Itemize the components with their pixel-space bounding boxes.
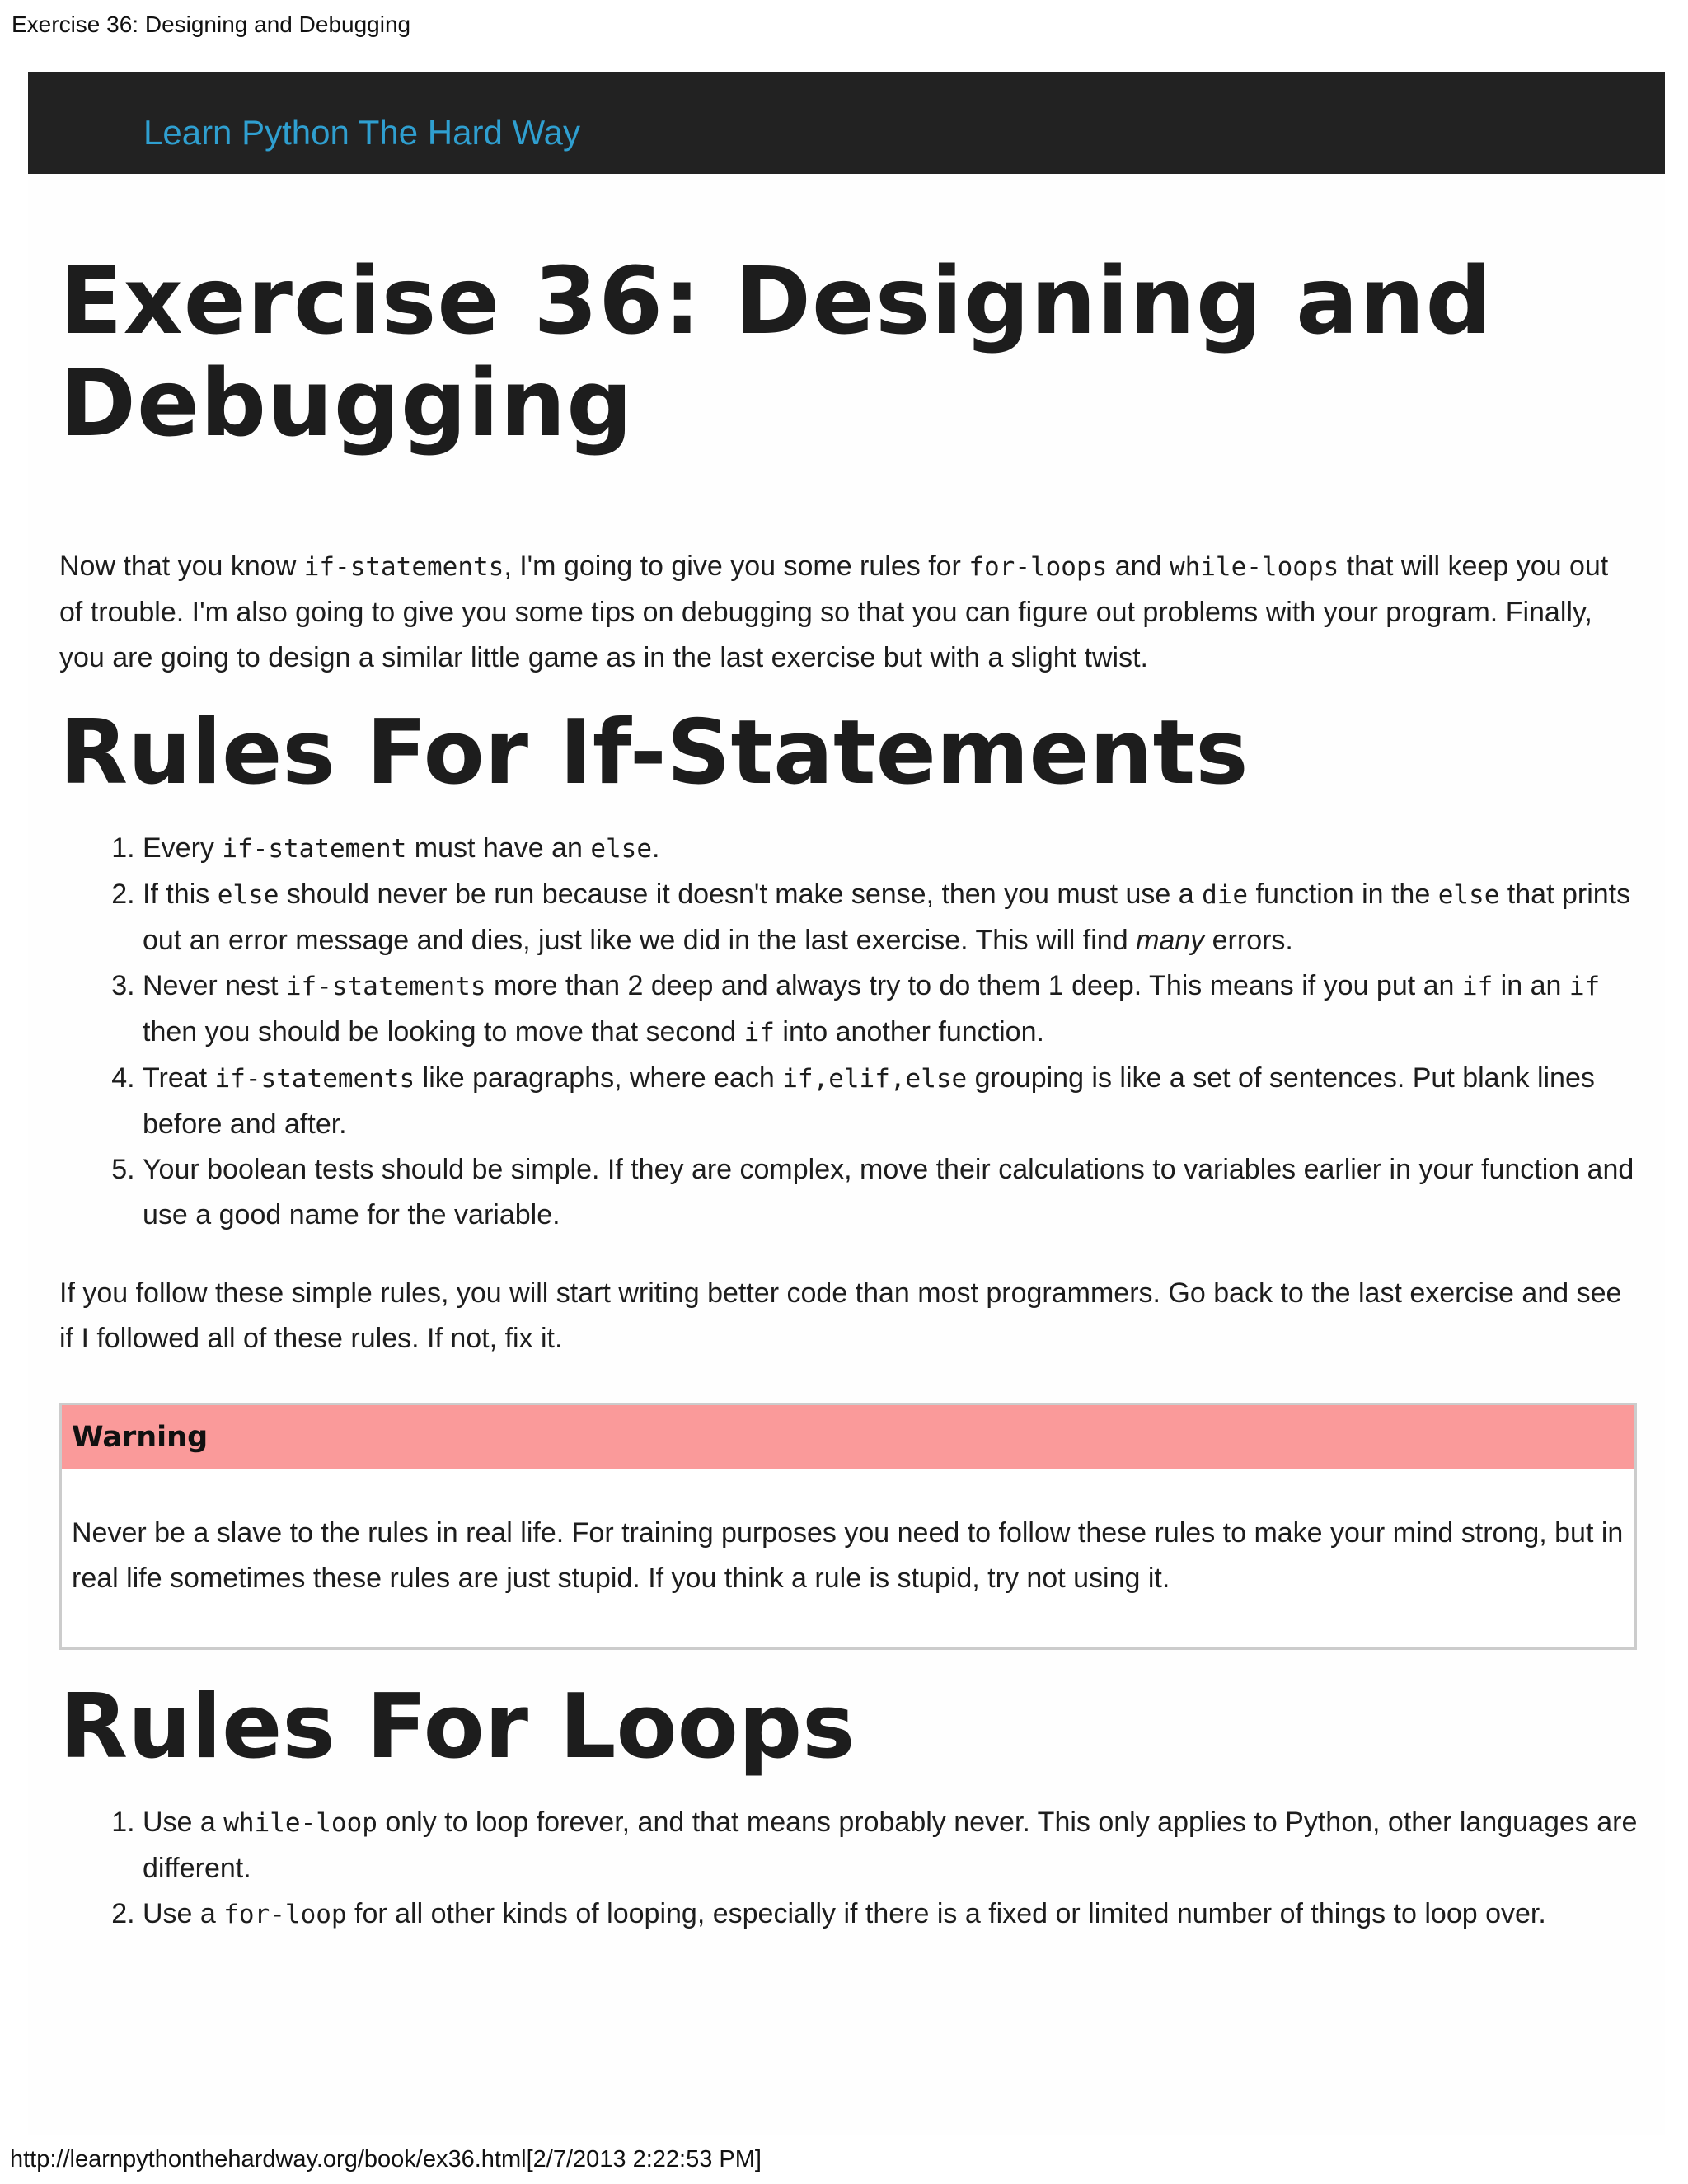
code-fragment: if-statement: [222, 834, 407, 864]
code-fragment: if: [1461, 972, 1493, 1001]
list-item: [143, 826, 1639, 872]
emphasis: many: [1136, 925, 1205, 956]
code-fragment: else: [1437, 880, 1500, 910]
list-item: [143, 1891, 1639, 1938]
section-heading-if-statements: Rules For If-Statements: [59, 701, 1249, 804]
text-fragment: Never nest: [143, 970, 286, 1001]
text-fragment: more than 2 deep and always try to do them 1 deep. This means if you put an: [485, 970, 1462, 1001]
code-fragment: while-loop: [223, 1808, 377, 1838]
code-fragment: else: [590, 834, 652, 864]
top-navbar: [28, 72, 1665, 174]
list-item: [143, 872, 1639, 963]
article: [59, 247, 1639, 1938]
list-item: [143, 1800, 1639, 1891]
print-page-title: Exercise 36: Designing and Debugging: [12, 12, 411, 37]
code-fragment: if-statements: [214, 1064, 415, 1094]
code-if-statements: if-statements: [303, 552, 504, 582]
warning-text: Never be a slave to the rules in real life. For training purposes you need to follow these rules to make your mind strong, but in real life sometimes these rules are just stupid. If you think a rule is stupid, try not using it.: [72, 1517, 1624, 1594]
text-fragment: grouping is like a set of sentences. Put blank lines before and after.: [143, 1062, 1595, 1140]
print-footer-url: http://learnpythonthehardway.org/book/ex36.html[2/7/2013 2:22:53 PM]: [10, 2146, 762, 2172]
warning-box: [59, 1403, 1637, 1650]
text-fragment: function in the: [1248, 879, 1438, 910]
code-fragment: if-statements: [285, 972, 486, 1001]
code-fragment: if: [743, 1018, 775, 1047]
list-item: [143, 963, 1639, 1056]
code-fragment: for-loop: [223, 1900, 347, 1929]
text-fragment: should never be run because it doesn't make sense, then you must use a: [279, 879, 1203, 910]
warning-title: Warning: [62, 1405, 1634, 1469]
text-fragment: in an: [1493, 970, 1569, 1001]
text-fragment: must have an: [406, 832, 591, 864]
section-heading-loops: Rules For Loops: [59, 1675, 856, 1779]
text-fragment: Every: [143, 832, 223, 864]
text-fragment: Now that you know: [59, 551, 304, 582]
code-while-loops: while-loops: [1169, 552, 1339, 582]
list-item: 5. Your boolean tests should be simple. If they are complex, move their calculations to variables earlier in your function and use a good name for the variable.: [143, 1147, 1639, 1238]
if-rules-list: [59, 826, 1639, 1238]
text-fragment: that will keep you out of trouble. I'm also going to give you some tips on debugging so that you can figure out problems with your program. Finally, you are going to design a similar little game as in the last exercise but with a slight twist.: [59, 551, 1609, 673]
text-fragment: then you should be looking to move that second: [143, 1016, 744, 1047]
text-fragment: Treat: [143, 1062, 215, 1094]
text-fragment: and: [1107, 551, 1170, 582]
code-fragment: else: [217, 880, 279, 910]
text-fragment: Use a: [143, 1807, 224, 1838]
rules-summary-paragraph: If you follow these simple rules, you will start writing better code than most programmers. Go back to the last exercise and see if I followed all of these rules. If not, fix it.: [59, 1277, 1622, 1354]
code-for-loops: for-loops: [968, 552, 1108, 582]
intro-paragraph: [59, 544, 1639, 681]
text-fragment: .: [652, 832, 660, 864]
list-item: [143, 1056, 1639, 1147]
text-fragment: like paragraphs, where each: [415, 1062, 783, 1094]
loop-rules-list: [59, 1800, 1639, 1938]
code-fragment: if: [1568, 972, 1601, 1001]
text-fragment: Use a: [143, 1898, 224, 1929]
text-fragment: If this: [143, 879, 218, 910]
text-fragment: into another function.: [774, 1016, 1044, 1047]
code-fragment: if,elif,else: [782, 1064, 968, 1094]
brand-link[interactable]: Learn Python The Hard Way: [143, 113, 580, 152]
text-fragment: errors.: [1204, 925, 1293, 956]
text-fragment: , I'm going to give you some rules for: [504, 551, 969, 582]
text-fragment: that prints out an error message and dies, just like we did in the last exercise. This will find: [143, 879, 1631, 956]
code-fragment: die: [1202, 880, 1249, 910]
page-title: Exercise 36: Designing and Debugging: [59, 248, 1493, 457]
text-fragment: only to loop forever, and that means probably never. This only applies to Python, other languages are different.: [143, 1807, 1638, 1884]
text-fragment: for all other kinds of looping, especially if there is a fixed or limited number of things to loop over.: [346, 1898, 1546, 1929]
